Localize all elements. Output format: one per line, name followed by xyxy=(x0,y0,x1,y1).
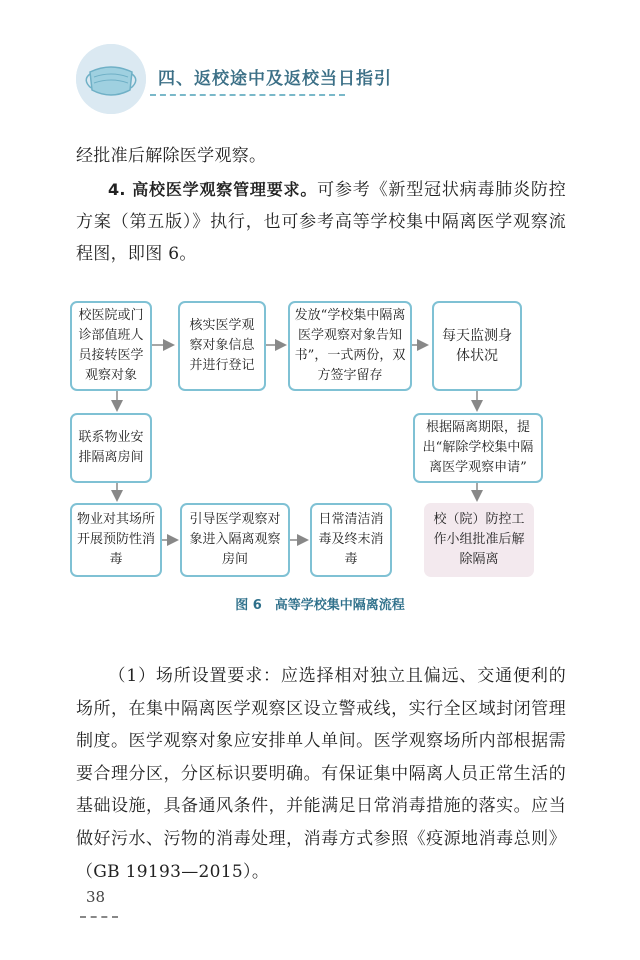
paragraph-3-text: （1）场所设置要求：应选择相对独立且偏远、交通便利的场所，在集中隔离医学观察区设立警戒线，实行全区域封闭管理制度。医学观察对象应安排单人单间。医学观察场所内部根据需要合理分区，分区标识要明确。有保证集中隔离人员正常生活的基础设施，具备通风条件，并能满足日常消毒措施的落实。应当做好污水、污物的消毒处理，消毒方式参照《疫源地消毒总则》（GB 19193—2015）。 xyxy=(76,666,566,882)
flow-box-verify: 核实医学观察对象信息并进行登记 xyxy=(178,301,266,391)
flow-box-room: 联系物业安排隔离房间 xyxy=(70,413,152,483)
paragraph-1: 经批准后解除医学观察。 xyxy=(76,146,267,166)
footer-divider xyxy=(80,916,118,918)
flow-box-receive: 校医院或门诊部值班人员接转医学观察对象 xyxy=(70,301,152,391)
page-number: 38 xyxy=(86,888,106,906)
flow-box-disinfect-site: 物业对其场所开展预防性消毒 xyxy=(70,503,162,577)
paragraph-2-text: 可参考《新型冠状病毒肺炎防控方案（第五版）》执行，也可参考高等学校集中隔离医学观察流程图，即图 6。 xyxy=(76,180,567,264)
paragraph-2-heading: 4. 高校医学观察管理要求。 xyxy=(108,180,318,199)
section-title: 四、返校途中及返校当日指引 xyxy=(158,69,392,89)
flow-box-guide: 引导医学观察对象进入隔离观察房间 xyxy=(180,503,290,577)
flow-box-notice: 发放“学校集中隔离医学观察对象告知书”，一式两份，双方签字留存 xyxy=(288,301,412,391)
flow-box-monitor: 每天监测身体状况 xyxy=(432,301,522,391)
figure-caption: 图 6 高等学校集中隔离流程 xyxy=(235,598,405,613)
flow-box-apply: 根据隔离期限，提出“解除学校集中隔离医学观察申请” xyxy=(413,413,543,483)
flow-box-release: 校（院）防控工作小组批准后解除隔离 xyxy=(424,503,534,577)
flow-box-daily-clean: 日常清洁消毒及终末消毒 xyxy=(310,503,392,577)
paragraph-3 xyxy=(76,660,566,888)
